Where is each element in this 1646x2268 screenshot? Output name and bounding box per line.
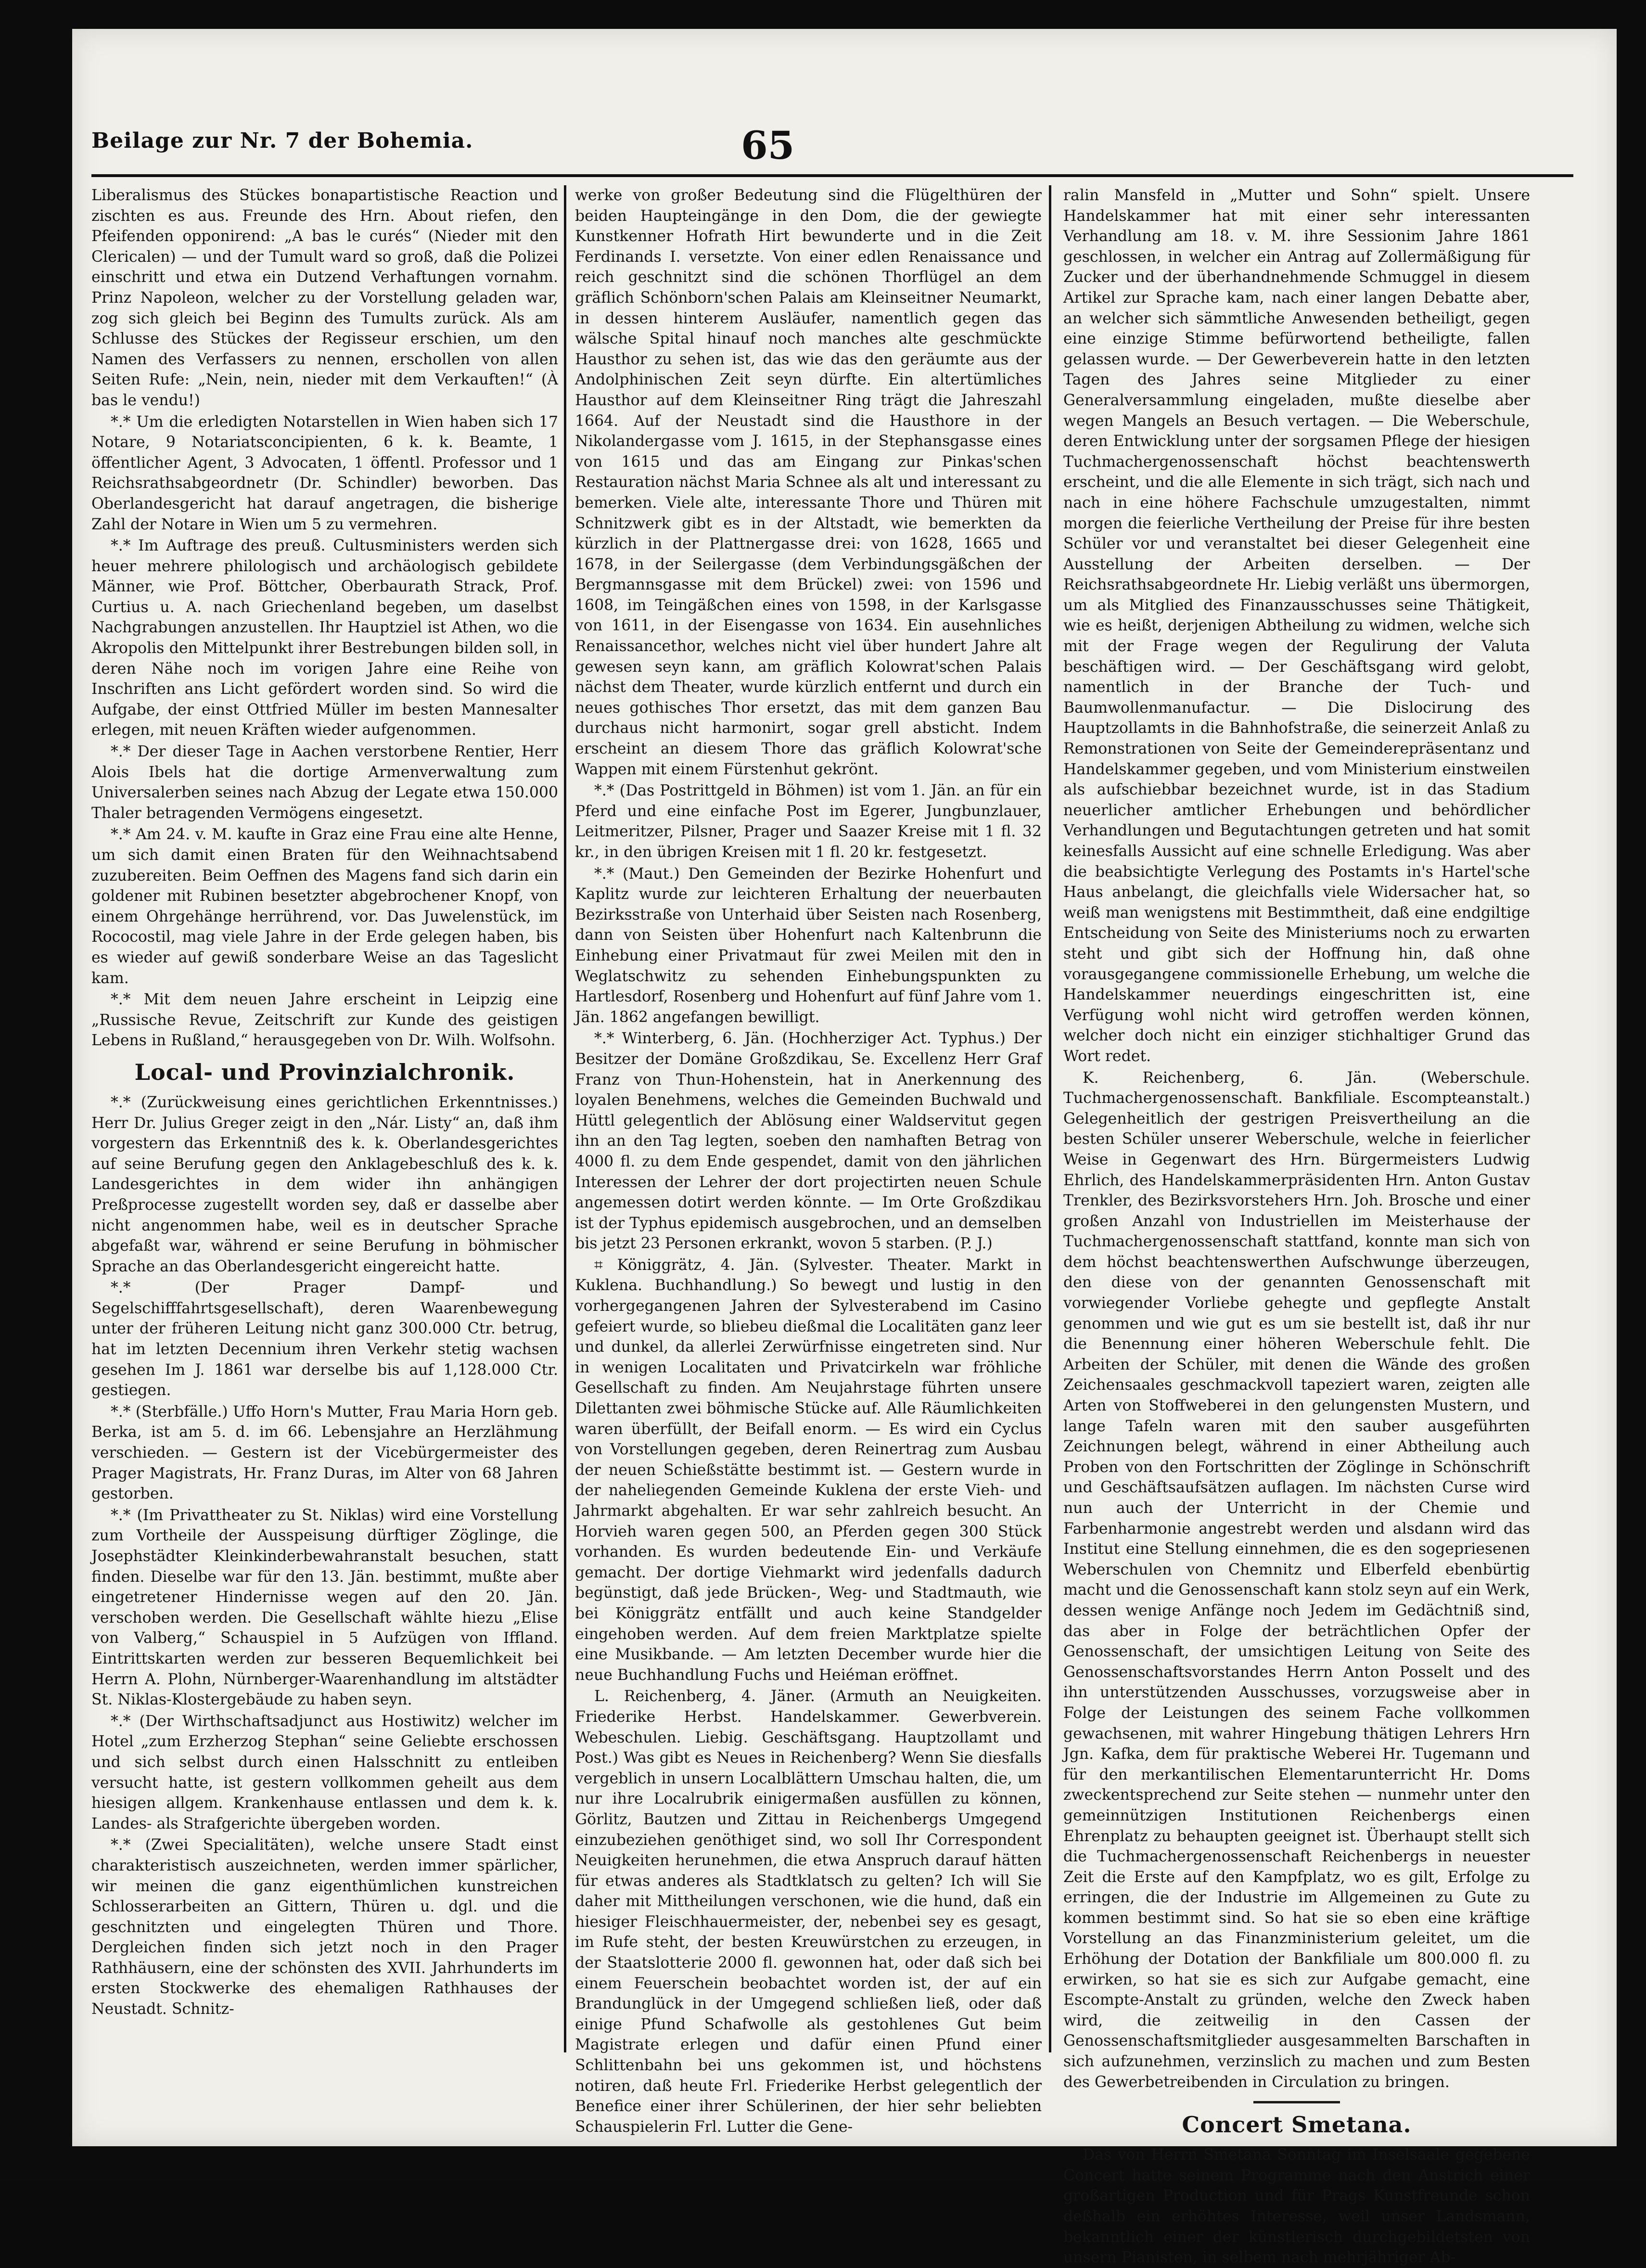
column-divider-1 — [564, 185, 566, 2052]
section-heading-concert: Concert Smetana. — [1182, 2112, 1412, 2138]
column-divider-2 — [1049, 185, 1051, 2052]
page-number: 65 — [741, 123, 795, 168]
article-paragraph: *.* Am 24. v. M. kaufte in Graz eine Frau eine alte Henne, um sich damit einen Braten für den Weihnachtsabend zuzubereiten. Beim Oeffnen des Magens fand sich darin ein goldener mit Rubinen besetzter abgebrochener Knopf, von einem Ohrgehänge herrührend, vor. Das Juwelenstück, im Rococostil, mag viele Jahre in der Erde gelegen haben, bis es wieder auf gewiß sonderbare Weise an das Tageslicht kam. — [91, 826, 558, 987]
article-paragraph: *.* (Der Wirthschaftsadjunct aus Hostiwitz) welcher im Hotel „zum Erzherzog Stephan“ seine Geliebte erschossen und sich selbst durch einen Halsschnitt zu entleiben versucht hatte, ist gestern vollkommen geheilt aus dem hiesigen allgem. Krankenhause entlassen und dem k. k. Landes- als Strafgerichte übergeben worden. — [91, 1712, 558, 1832]
article-paragraph: *.* Mit dem neuen Jahre erscheint in Leipzig eine „Russische Revue, Zeitschrift zur Kunde des geistigen Lebens in Rußland,“ herausgegeben von Dr. Wilh. Wolfsohn. — [91, 991, 558, 1050]
article-paragraph: *.* Winterberg, 6. Jän. (Hochherziger Act. Typhus.) Der Besitzer der Domäne Großzdikau, Se. Excellenz Herr Graf Franz von Thun-Hohenstein, hat in Anerkennung des loyalen Benehmens, welches die Gemeinden Buchwald und Hüttl gelegentlich der Ablösung einer Waldservitut gegen ihn an den Tag legten, soeben den namhaften Betrag von 4000 fl. zu dem Ende gespendet, damit von den jährlichen Interessen der Lehrer der dort projectirten neuen Schule angemessen dotirt werden könnte. — Im Orte Großzdikau ist der Typhus epidemisch ausgebrochen, und an demselben bis jetzt 23 Personen erkrankt, wovon 5 starben. (P. J.) — [575, 1030, 1042, 1253]
article-paragraph: werke von großer Bedeutung sind die Flügelthüren der beiden Haupteingänge in den Dom, die der gewiegte Kunstkenner Hofrath Hirt bewunderte und in die Zeit Ferdinands I. versetzte. Von einer edlen Renaissance und reich geschnitzt sind die schönen Thorflügel an dem gräflich Schönborn'schen Palais am Kleinseitner Neumarkt, in dessen hinterem Ausläufer, namentlich gegen das wälsche Spital hinauf noch manches alte geschmückte Hausthor zu sehen ist, das wie das den geräumte aus der Andolphinischen Zeit seyn dürfte. Ein altertümliches Hausthor auf dem Kleinseitner Ring trägt die Jahreszahl 1664. Auf der Neustadt sind die Hausthore in der Nikolandergasse vom J. 1615, in der Stephansgasse eines von 1615 und das am Eingang zur Pinkas'schen Restauration nächst Maria Schnee als alt und interessant zu bemerken. Viele alte, interessante Thore und Thüren mit Schnitzwerk gibt es in der Altstadt, wie bemerkten da kürzlich in der Plattnergasse drei: von 1628, 1665 und 1678, in der Seilergasse (dem Verbindungsgäßchen der Bergmannsgasse mit dem Brückel) zwei: von 1596 und 1608, im Teingäßchen eines von 1598, in der Karlsgasse von 1611, in der Eisengasse von 1634. Ein ausehnliches Renaissancethor, welches nicht viel über hundert Jahre alt gewesen seyn kann, am gräflich Kolowrat'schen Palais nächst dem Theater, wurde kürzlich entfernt und durch ein neues gothisches Thor ersetzt, das mit dem ganzen Bau durchaus nicht harmonirt, sogar grell absticht. Indem erscheint an diesem Thore das gräflich Kolowrat'sche Wappen mit einem Fürstenhut gekrönt. — [575, 187, 1042, 778]
article-paragraph: ralin Mansfeld in „Mutter und Sohn“ spielt. Unsere Handelskammer hat mit einer sehr interessanten Verhandlung am 18. v. M. ihre Sessionim Jahre 1861 geschlossen, in welcher ein Antrag auf Zollermäßigung für Zucker und der überhandnehmende Schmuggel in diesem Artikel zur Sprache kam, nach einer langen Debatte aber, an welcher sich sämmtliche Anwesenden betheiligt, gegen eine einzige Stimme befürwortend betheiligte, fallen gelassen wurde. — Der Gewerbeverein hatte in den letzten Tagen des Jahres seine Mitglieder zu einer Generalversammlung eingeladen, mußte dieselbe aber wegen Mangels an Besuch vertagen. — Die Weberschule, deren Entwicklung unter der sorgsamen Pflege der hiesigen Tuchmachergenossenschaft höchst beachtenswerth erscheint, und die alle Elemente in sich trägt, sich nach und nach in eine höhere Fachschule umzugestalten, nimmt morgen die feierliche Vertheilung der Preise für ihre besten Schüler vor und veranstaltet bei dieser Gelegenheit eine Ausstellung der Arbeiten derselben. — Der Reichsrathsabgeordnete Hr. Liebig verläßt uns übermorgen, um als Mitglied des Finanzausschusses seine Thätigkeit, wie es heißt, derjenigen Abtheilung zu widmen, welche sich mit der Frage wegen der Regulirung der Valuta beschäftigen wird. — Der Geschäftsgang wird gelobt, namentlich in der Branche der Tuch- und Baumwollenmanufactur. — Die Dislocirung des Hauptzollamts in die Bahnhofstraße, die seinerzeit Anlaß zu Remonstrationen von Seite der Gemeinderepräsentanz und Handelskammer gegeben, und vom Ministerium einstweilen als aufschiebbar bezeichnet wurde, ist in das Stadium neuerlicher amtlicher Erhebungen und behördlicher Verhandlungen und Begutachtungen getreten und hat somit keinesfalls Aussicht auf eine schnelle Erledigung. Was aber die beabsichtigte Verlegung des Postamts in's Hartel'sche Haus anbelangt, die gleichfalls viele Widersacher hat, so weiß man wenigstens mit Bestimmtheit, daß eine endgiltige Entscheidung von Seite des Ministeriums noch zu erwarten steht und gibt sich der Hoffnung hin, daß ohne vorausgegangene commissionelle Erhebung, um welche die Handelskammer neuerdings eingeschritten ist, eine Verfügung wohl nicht wird getroffen werden können, welcher doch nicht ein einziger stichhaltiger Grund das Wort redet. — [1063, 187, 1530, 1065]
article-paragraph: *.* (Sterbfälle.) Uffo Horn's Mutter, Frau Maria Horn geb. Berka, ist am 5. d. im 66. Lebensjahre an Herzlähmung verschieden. — Gestern ist der Vicebürgermeister des Prager Magistrats, Hr. Franz Duras, im Alter von 68 Jahren gestorben. — [91, 1403, 558, 1503]
article-paragraph: *.* Der dieser Tage in Aachen verstorbene Rentier, Herr Alois Ibels hat die dortige Armenverwaltung zum Universalerben seines nach Abzug der Legate etwa 150.000 Thaler betragenden Vermögens eingesetzt. — [91, 743, 558, 822]
article-paragraph: *.* Um die erledigten Notarstellen in Wien haben sich 17 Notare, 9 Notariatsconcipienten, 6 k. k. Beamte, 1 öffentlicher Agent, 3 Advocaten, 1 öffentl. Professor und 1 Reichsrathsabgeordnetr (Dr. Schindler) beworben. Das Oberlandesgericht hat darauf angetragen, die bisherige Zahl der Notare in Wien um 5 zu vermehren. — [91, 413, 558, 533]
article-paragraph: *.* (Der Prager Dampf- und Segelschifffahrtsgesellschaft), deren Waarenbewegung unter der früheren Leitung nicht ganz 300.000 Ctr. betrug, hat im letzten Decennium ihren Verkehr stetig wachsen gesehen Im J. 1861 war derselbe bis auf 1,128.000 Ctr. gestiegen. — [91, 1279, 558, 1399]
article-paragraph: Liberalismus des Stückes bonapartistische Reaction und zischten es aus. Freunde des Hrn. About riefen, den Pfeifenden opponirend: „A bas le curés“ (Nieder mit den Clericalen) — und der Tumult ward so groß, daß die Polizei einschritt und etwa ein Dutzend Verhaftungen vornahm. Prinz Napoleon, welcher zu der Vorstellung geladen war, zog sich gleich bei Beginn des Tumults zurück. Als am Schlusse des Stückes der Regisseur erschien, um den Namen des Verfassers zu nennen, erschollen von allen Seiten Rufe: „Nein, nein, nieder mit dem Verkauften!“ (À bas le vendu!) — [91, 187, 558, 409]
page-header — [91, 123, 1573, 176]
article-paragraph: *.* (Zwei Specialitäten), welche unsere Stadt einst charakteristisch auszeichneten, werden immer spärlicher, wir meinen die ganz eigenthümlichen kunstreichen Schlosserarbeiten an Gittern, Thüren u. dgl. und die geschnitzten und eingelegten Thüren und Thore. Dergleichen finden sich jetzt noch in den Prager Rathhäusern, eine der schönsten des XVII. Jahrhunderts im ersten Stockwerke des ehemaligen Rathhauses der Neustadt. Schnitz- — [91, 1836, 558, 2018]
article-paragraph: ⌗ Königgrätz, 4. Jän. (Sylvester. Theater. Markt in Kuklena. Buchhandlung.) So bewegt und lustig in den vorhergegangenen Jahren der Sylvesterabend im Casino gefeiert wurde, so bliebeu dießmal die Localitäten ganz leer und dunkel, da allerlei Zerwürfnisse eingetreten sind. Nur in wenigen Localitaten und Privatcirkeln war fröhliche Gesellschaft zu finden. Am Neujahrstage führten unsere Dilettanten zwei böhmische Stücke auf. Alle Räumlichkeiten waren überfüllt, der Beifall enorm. — Es wird ein Cyclus von Vorstellungen gegeben, deren Reinertrag zum Ausbau der neuen Schießstätte bestimmt ist. — Gestern wurde in der naheliegenden Gemeinde Kuklena der erste Vieh- und Jahrmarkt abgehalten. Er war sehr zahlreich besucht. An Horvieh waren gegen 500, an Pferden gegen 300 Stück vorhanden. Es wurden bedeutende Ein- und Verkäufe gemacht. Der dortige Viehmarkt wird jedenfalls dadurch begünstigt, daß jede Brücken-, Weg- und Stadtmauth, wie bei Königgrätz entfällt und auch keine Standgelder eingehoben werden. Auf dem freien Marktplatze spielte eine Musikbande. — Am letzten December wurde hier die neue Buchhandlung Fuchs und Heiéman eröffnet. — [575, 1256, 1042, 1684]
article-paragraph: *.* (Zurückweisung eines gerichtlichen Erkenntnisses.) Herr Dr. Julius Greger zeigt in den „Nár. Listy“ an, daß ihm vorgestern das Erkenntniß des k. k. Oberlandesgerichtes auf seine Berufung gegen den Anklagebeschluß des k. k. Landesgerichtes in dem wider ihn anhängigen Preßprocesse zugestellt worden sey, daß er dasselbe aber nicht angenommen habe, weil es in deutscher Sprache abgefaßt war, während er seine Berufung in böhmischer Sprache an das Oberlandesgericht eingereicht hatte. — [91, 1093, 558, 1275]
header-rule — [91, 174, 1573, 177]
column-2 — [575, 185, 1042, 2136]
section-rule — [1253, 2101, 1340, 2103]
article-paragraph: K. Reichenberg, 6. Jän. (Weberschule. Tuchmachergenossenschaft. Bankfiliale. Escompteanstalt.) Gelegenheitlich der gestrigen Preisvertheilung an die besten Schüler unserer Weberschule, welche in feierlicher Weise in Gegenwart des Hrn. Bürgermeisters Ludwig Ehrlich, des Handelskammerpräsidenten Hrn. Anton Gustav Trenkler, des Bezirksvorstehers Hrn. Joh. Brosche und einer großen Anzahl von Industriellen im Meisterhause der Tuchmachergenossenschaft stattfand, konnte man sich von dem höchst beachtenswerthen Aufschwunge überzeugen, den diese von der genannten Genossenschaft mit vorwiegender Vorliebe gehegte und gepflegte Anstalt genommen und wie gut es um sie bestellt ist, daß ihr nur die Benennung einer höheren Weberschule fehlt. Die Arbeiten der Schüler, mit denen die Wände des großen Zeichensaales geschmackvoll tapeziert waren, zeigten alle Arten von Stoffweberei in den gelungensten Mustern, und lange Tafeln waren mit den sauber ausgeführten Zeichnungen belegt, während in einer Abtheilung auch Proben von den Fortschritten der Zöglinge in Schönschrift und Geschäftsaufsätzen auflagen. Im nächsten Curse wird nun auch der Unterricht in der Chemie und Farbenharmonie angestrebt werden und alsdann wird das Institut eine Stellung einnehmen, die es den sogepriesenen Weberschulen von Chemnitz und Elberfeld ebenbürtig macht und die Genossenschaft kann stolz seyn auf ein Werk, dessen wenige Anfänge noch Jedem im Gedächtniß sind, das aber in Folge der beträchtlichen Opfer der Genossenschaft, der umsichtigen Leitung von Seite des Genossenschaftsvorstandes Herrn Anton Posselt und des ihn unterstützenden Ausschusses, vorzugsweise aber in Folge der Leistungen des seinem Fache vollkommen gewachsenen, mit wahrer Hingebung thätigen Lehrers Hrn Jgn. Kafka, dem für praktische Weberei Hr. Tugemann und für den merkantilischen Elementarunterricht Hr. Doms zweckentsprechend zur Seite stehen — nunmehr unter den gemeinnützigen Institutionen Reichenbergs einen Ehrenplatz zu behaupten geeignet ist. Überhaupt stellt sich die Tuchmachergenossenschaft Reichenbergs in neuester Zeit die Erste auf den Kampfplatz, wo es gilt, Erfolge zu erringen, die der Industrie im Allgemeinen zu Gute zu kommen bestimmt sind. So hat sie so eben eine kräftige Vorstellung an das Finanzministerium geleitet, um die Erhöhung der Dotation der Bankfiliale um 800.000 fl. zu erwirken, so hat sie es sich zur Aufgabe gemacht, eine Escompte-Anstalt zu gründen, welche den Zweck haben wird, die zeitweilig in den Cassen der Genossenschaftsmitglieder ausgesammelten Barschaften in sich aufzunehmen, verzinslich zu machen und zum Besten des Gewerbetreibenden in Circulation zu bringen. — [1063, 1069, 1530, 2091]
column-1 — [91, 185, 558, 2105]
article-paragraph: L. Reichenberg, 4. Jäner. (Armuth an Neuigkeiten. Friederike Herbst. Handelskammer. Gewerbverein. Webeschulen. Liebig. Geschäftsgang. Hauptzollamt und Post.) Was gibt es Neues in Reichenberg? Wenn Sie diesfalls vergeblich in unsern Localblättern Umschau halten, die, um nur ihre Localrubrik einigermaßen ausfüllen zu können, Görlitz, Bautzen und Zittau in Reichenbergs Umgegend einzubeziehen genöthiget sind, wo soll Ihr Correspondent Neuigkeiten herunehmen, die etwa Anspruch darauf hätten für etwas anderes als Stadtklatsch zu gelten? Ich will Sie daher mit Mittheilungen verschonen, wie die hund, daß ein hiesiger Fleischhauermeister, der, nebenbei sey es gesagt, im Rufe steht, der besten Kreuwürstchen zu erzeugen, in der Staatslotterie 2000 fl. gewonnen hat, oder daß sich bei einem Feuerschein beobachtet worden ist, der auf ein Brandunglück in der Umgegend schließen ließ, oder daß einige Pfund Schafwolle als gestohlenes Gut beim Magistrate erlegen und dafür einen Pfund einer Schlittenbahn bei uns gekommen ist, und höchstens notiren, daß heute Frl. Friederike Herbst gelegentlich der Benefice einer ihrer Schülerinen, der hier sehr beliebten Schauspielerin Frl. Lutter die Gene- — [575, 1688, 1042, 2136]
supplement-title: Beilage zur Nr. 7 der Bohemia. — [91, 128, 473, 153]
column-3 — [1063, 185, 1530, 2267]
article-paragraph: *.* (Maut.) Den Gemeinden der Bezirke Hohenfurt und Kaplitz wurde zur leichteren Erhaltung der neuerbauten Bezirksstraße von Unterhaid über Seisten nach Rosenberg, dann von Seisten über Hohenfurt nach Kaltenbrunn die Einhebung einer Privatmaut für zwei Meilen mit den in Weglatschwitz zu sehenden Einhebungspunkten zu Hartlesdorf, Rosenberg und Hohenfurt auf fünf Jahre vom 1. Jän. 1862 angefangen bewilligt. — [575, 865, 1042, 1026]
article-paragraph: *.* (Im Privattheater zu St. Niklas) wird eine Vorstellung zum Vortheile der Ausspeisung dürftiger Zöglinge, die Josephstädter Kleinkinderbewahranstalt besuchen, statt finden. Dieselbe war für den 13. Jän. bestimmt, mußte aber eingetretener Hindernisse wegen auf den 20. Jän. verschoben werden. Die Gesellschaft wählte hiezu „Elise von Valberg,“ Schauspiel in 5 Aufzügen von Iffland. Eintrittskarten werden zur besseren Bequemlichkeit bei Herrn A. Plohn, Nürnberger-Waarenhandlung im altstädter St. Niklas-Klostergebäude zu haben seyn. — [91, 1506, 558, 1709]
section-heading-local-chronicle: Local- und Provinzialchronik. — [134, 1059, 515, 1085]
article-paragraph: *.* Im Auftrage des preuß. Cultusministers werden sich heuer mehrere philologisch und archäologisch gebildete Männer, wie Prof. Böttcher, Oberbaurath Strack, Prof. Curtius u. A. nach Griechenland begeben, um daselbst Nachgrabungen anzustellen. Ihr Hauptziel ist Athen, wo die Akropolis den Mittelpunkt ihrer Bestrebungen bilden soll, in deren Nähe noch im vorigen Jahre eine Reihe von Inschriften ans Licht gefördert worden sind. So wird die Aufgabe, der einst Ottfried Müller im besten Mannesalter erlegen, mit neuen Kräften wieder aufgenommen. — [91, 537, 558, 739]
article-paragraph: Das von Herrn Smetana Sonntag im Inselsaale gegebene Concert hatte seinem Programme nach den Anstrich einer großartigen Production und für Prags Kunstfreunde schon deßhalb ein erhöhtes Interesse, weil unser Landsmann, bekanntlich einer der künstlerisch durchgebildetsten von unsern Pianisten, in selbem nach mehrjähriger Ab- — [1063, 2146, 1530, 2267]
article-paragraph: *.* (Das Postrittgeld in Böhmen) ist vom 1. Jän. an für ein Pferd und eine einfache Post im Egerer, Jungbunzlauer, Leitmeritzer, Pilsner, Prager und Saazer Kreise mit 1 fl. 32 kr., in den übrigen Kreisen mit 1 fl. 20 kr. festgesetzt. — [575, 782, 1042, 861]
